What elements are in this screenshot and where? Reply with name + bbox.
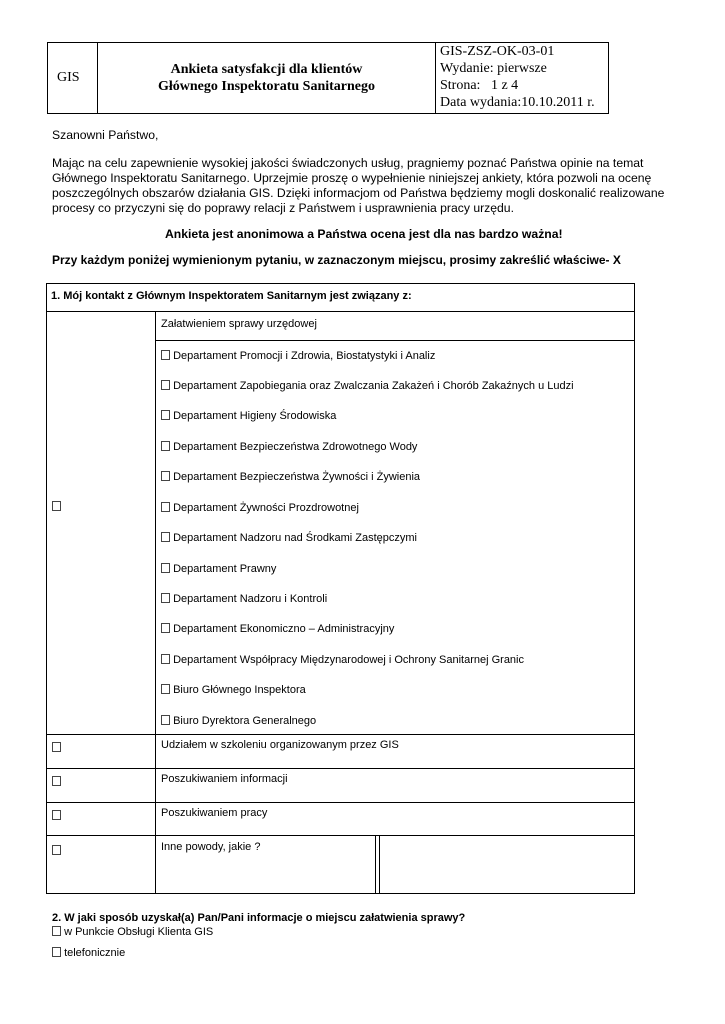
intro-line-2: Głównego Inspektoratu Sanitarnego. Uprzejmie proszę o wypełnienie niniejszej ankiety, która pozwoli na ocenę: [52, 171, 652, 185]
department-label: Departament Nadzoru i Kontroli: [173, 593, 328, 605]
checkbox-icon[interactable]: [161, 441, 170, 451]
checkbox-icon[interactable]: [161, 623, 170, 633]
checkbox-icon[interactable]: [161, 471, 170, 481]
anonymous-note: Ankieta jest anonimowa a Państwa ocena jest dla nas bardzo ważna!: [165, 227, 563, 241]
checkbox-training[interactable]: [52, 742, 61, 752]
department-label: Departament Higieny Środowiska: [173, 410, 337, 422]
department-label: Departament Współpracy Międzynarodowej i Ochrony Sanitarnej Granic: [173, 654, 524, 666]
table-row-divider: [47, 802, 634, 803]
header-org: GIS: [48, 43, 98, 113]
department-item[interactable]: [161, 532, 417, 545]
checkbox-icon[interactable]: [161, 684, 170, 694]
header-page: Strona: 1 z 4: [440, 78, 519, 93]
department-item[interactable]: [161, 410, 336, 423]
q2-option-label: telefonicznie: [64, 947, 126, 959]
instruction: Przy każdym poniżej wymienionym pytaniu, w zaznaczonym miejscu, prosimy zakreślić właściwe- X: [52, 253, 621, 267]
header-title-line2: Głównego Inspektoratu Sanitarnego: [157, 79, 376, 94]
checkbox-other[interactable]: [52, 845, 61, 855]
checkbox-icon[interactable]: [161, 654, 170, 664]
department-item[interactable]: [161, 471, 420, 484]
table-row-divider: [47, 768, 634, 769]
department-label: Departament Ekonomiczno – Administracyjny: [173, 623, 395, 635]
checkbox-icon[interactable]: [161, 380, 170, 390]
checkbox-icon[interactable]: [161, 502, 170, 512]
checkbox-icon[interactable]: [161, 563, 170, 573]
table-row-divider: [47, 311, 634, 312]
department-label: Departament Prawny: [173, 563, 277, 575]
department-label: Biuro Głównego Inspektora: [173, 684, 306, 696]
table-row-divider: [47, 835, 634, 836]
checkbox-icon[interactable]: [161, 593, 170, 603]
table-column-divider: [155, 311, 156, 893]
question-1-table: [46, 283, 635, 894]
department-label: Departament Promocji i Zdrowia, Biostatystyki i Analiz: [173, 350, 436, 362]
option-info: Poszukiwaniem informacji: [161, 773, 288, 785]
department-item[interactable]: [161, 654, 524, 667]
checkbox-info[interactable]: [52, 776, 61, 786]
other-reason-field[interactable]: [381, 837, 634, 893]
department-item[interactable]: [161, 623, 394, 636]
department-label: Departament Zapobiegania oraz Zwalczania Zakażeń i Chorób Zakaźnych u Ludzi: [173, 380, 574, 392]
table-row-divider: [155, 340, 634, 341]
checkbox-icon[interactable]: [161, 532, 170, 542]
q2-option[interactable]: [52, 946, 125, 962]
table-row-divider: [47, 734, 634, 735]
department-item[interactable]: [161, 380, 574, 393]
checkbox-icon[interactable]: [52, 947, 61, 957]
header-edition: Wydanie: pierwsze: [440, 61, 547, 76]
department-label: Departament Bezpieczeństwa Zdrowotnego Wody: [173, 441, 418, 453]
department-item[interactable]: [161, 593, 327, 606]
header-date: Data wydania:10.10.2011 r.: [440, 95, 595, 110]
q2-option-label: w Punkcie Obsługi Klienta GIS: [64, 926, 214, 938]
checkbox-job[interactable]: [52, 810, 61, 820]
header-meta: [436, 43, 608, 113]
intro-line-4: procesy co przyczyni się do poprawy relacji z Państwem i usprawnienia pracy urzędu.: [52, 201, 514, 215]
header-title-line1: Ankieta satysfakcji dla klientów: [170, 62, 363, 77]
checkbox-icon[interactable]: [52, 926, 61, 936]
table-column-divider: [379, 835, 380, 893]
department-item[interactable]: [161, 684, 306, 697]
department-item[interactable]: [161, 502, 359, 515]
department-item[interactable]: [161, 441, 417, 454]
document-header: [47, 42, 609, 114]
intro-line-3: poszczególnych obszarów działania GIS. Dzięki informacjom od Państwa będziemy mogli doskonalić realizowane: [52, 186, 665, 200]
department-label: Departament Żywności Prozdrowotnej: [173, 502, 359, 514]
option-other: Inne powody, jakie ?: [161, 841, 261, 853]
question-1-title: 1. Mój kontakt z Głównym Inspektoratem Sanitarnym jest związany z:: [51, 290, 412, 302]
option-matters: Załatwieniem sprawy urzędowej: [161, 318, 317, 330]
department-item[interactable]: [161, 350, 435, 363]
checkbox-icon[interactable]: [161, 715, 170, 725]
q2-option[interactable]: [52, 925, 213, 941]
header-title: [98, 43, 436, 113]
department-label: Biuro Dyrektora Generalnego: [173, 715, 317, 727]
department-item[interactable]: [161, 563, 276, 576]
option-training: Udziałem w szkoleniu organizowanym przez GIS: [161, 739, 399, 751]
department-label: Departament Bezpieczeństwa Żywności i Żywienia: [173, 471, 421, 483]
department-item[interactable]: [161, 715, 316, 728]
header-line: [431, 113, 609, 114]
checkbox-matters[interactable]: [52, 501, 61, 511]
option-job: Poszukiwaniem pracy: [161, 807, 268, 819]
checkbox-icon[interactable]: [161, 410, 170, 420]
intro-line-1: Mając na celu zapewnienie wysokiej jakości świadczonych usług, pragniemy poznać Państwa opinie na temat: [52, 156, 644, 170]
table-column-divider: [375, 835, 376, 893]
salutation: Szanowni Państwo,: [52, 128, 159, 142]
question-2-title: 2. W jaki sposób uzyskał(a) Pan/Pani informacje o miejscu załatwienia sprawy?: [52, 912, 466, 924]
header-code: GIS-ZSZ-OK-03-01: [440, 44, 555, 59]
checkbox-icon[interactable]: [161, 350, 170, 360]
department-label: Departament Nadzoru nad Środkami Zastępczymi: [173, 532, 418, 544]
